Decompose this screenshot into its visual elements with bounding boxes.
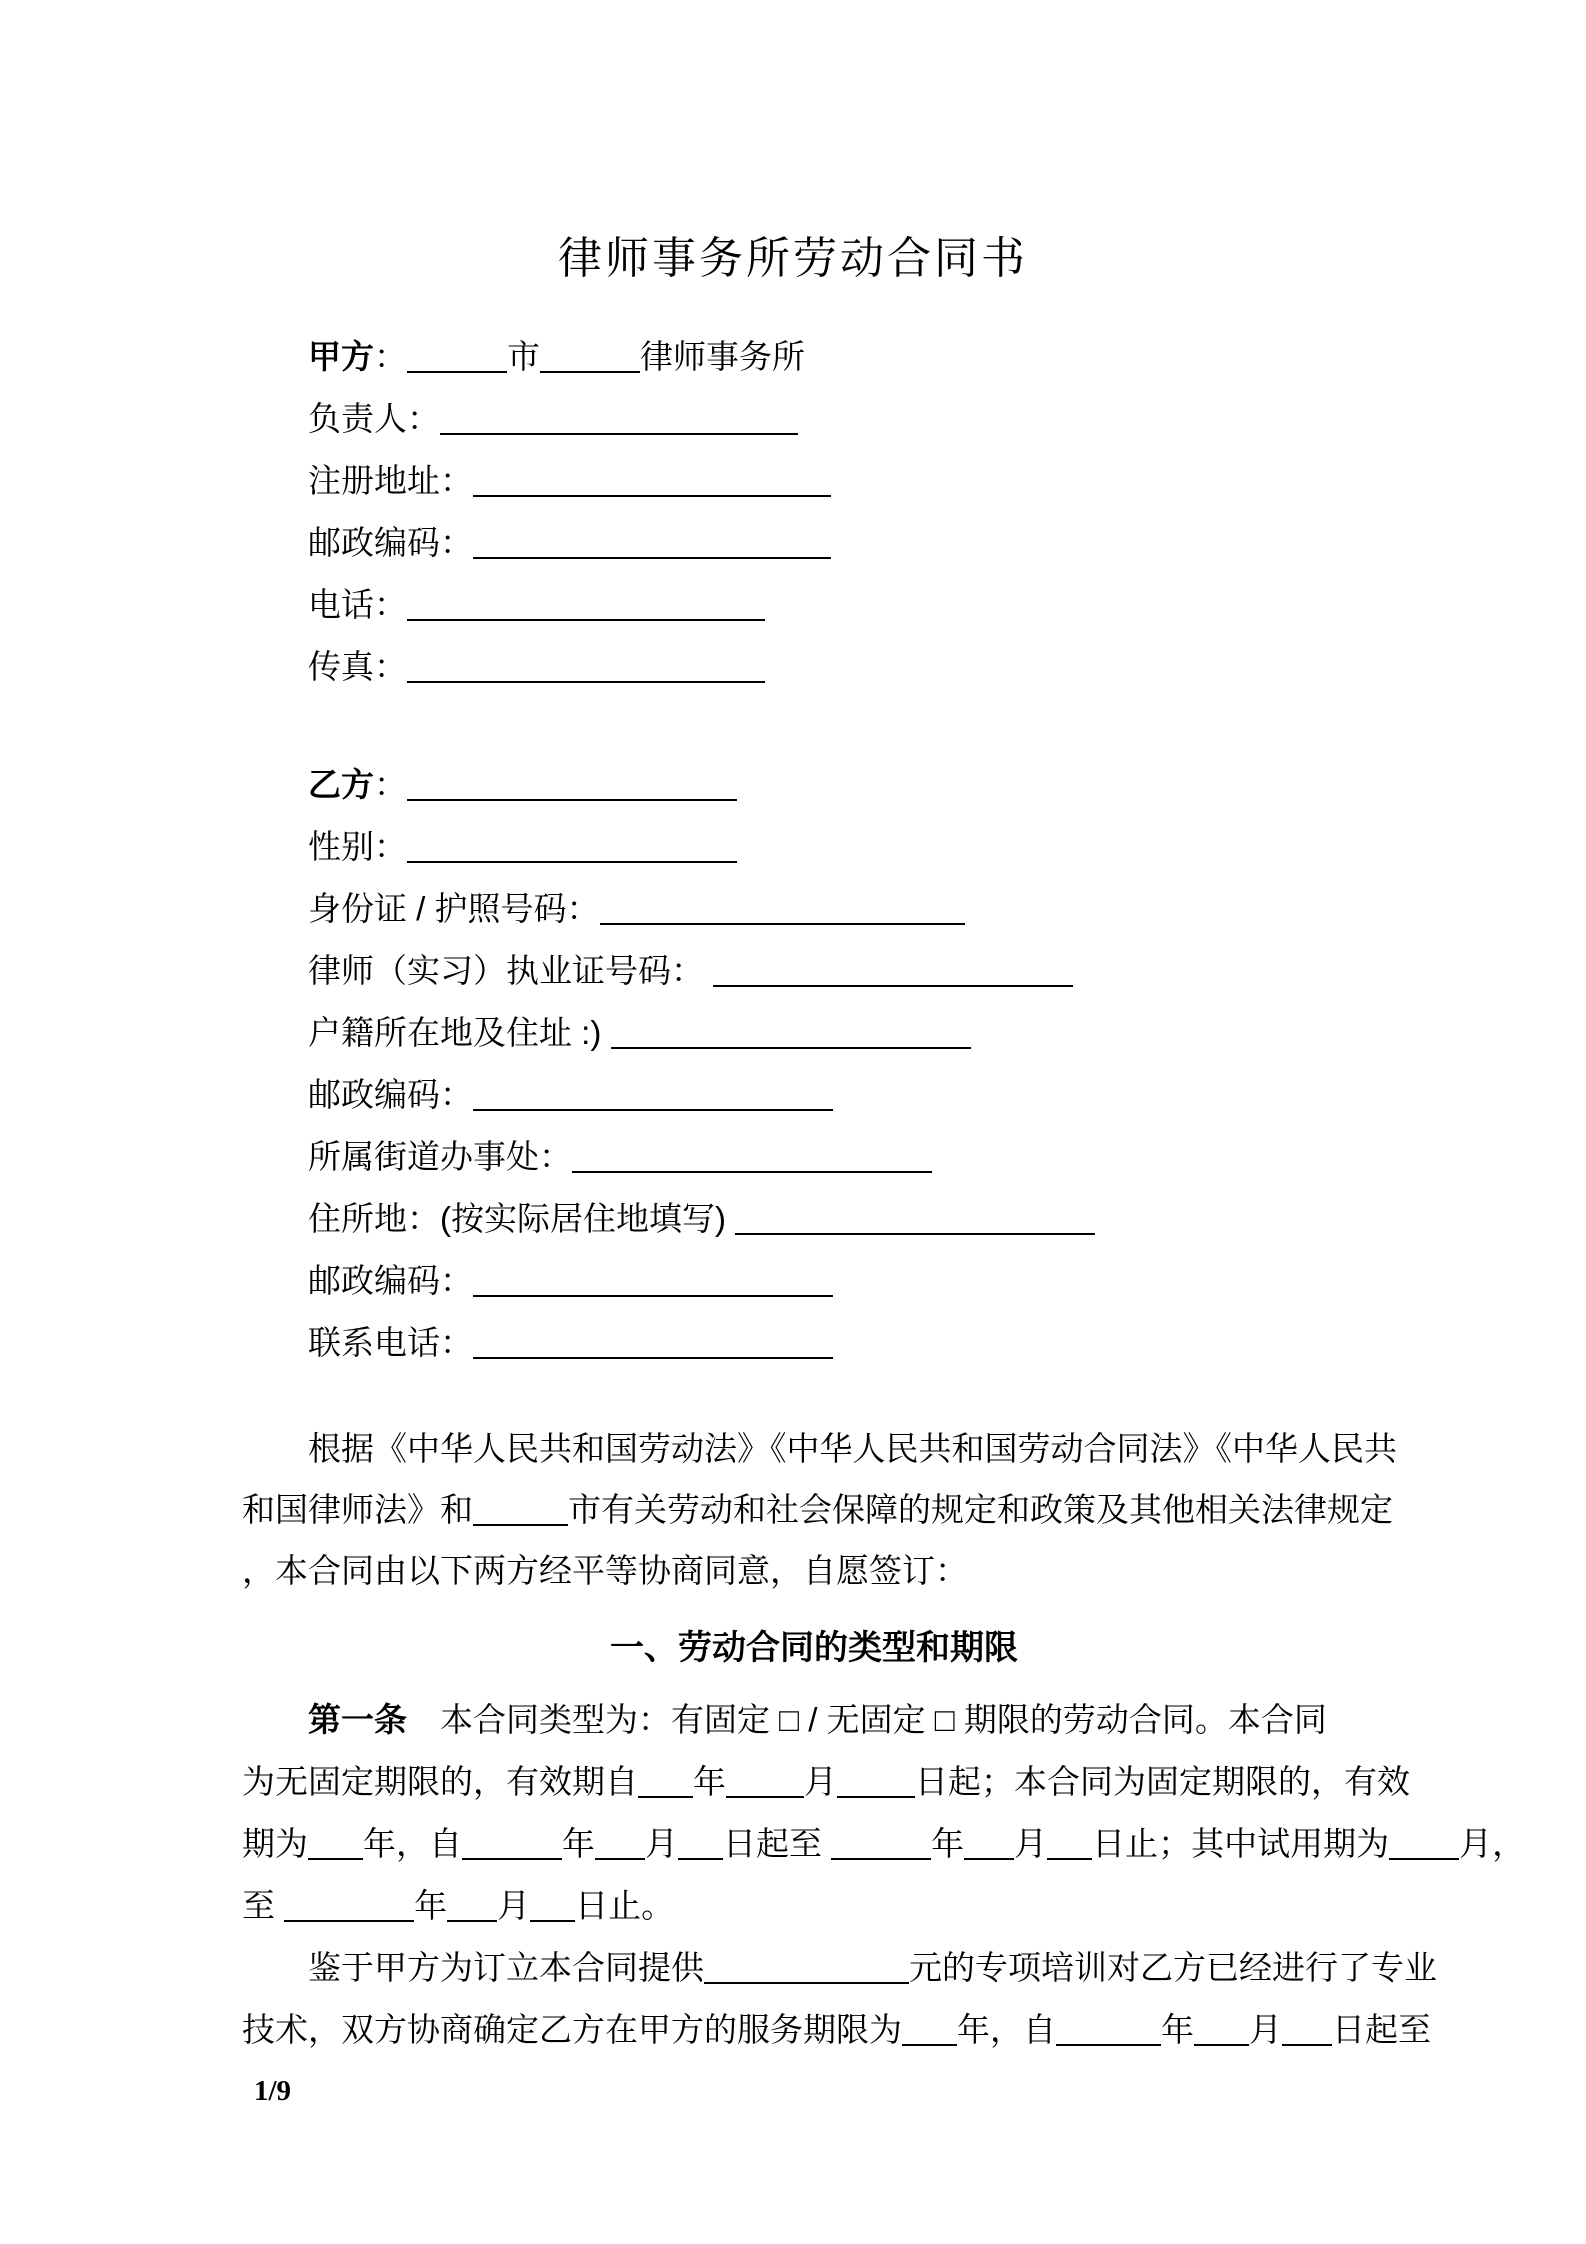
label-bold: 乙方 xyxy=(308,766,374,803)
text-run: 技术，双方协商确定乙方在甲方的服务期限为 xyxy=(242,2011,902,2048)
blank-field xyxy=(902,2034,957,2046)
blank-field xyxy=(735,1223,1095,1235)
text-run: 年 xyxy=(414,1887,448,1924)
text-run: 月 xyxy=(804,1763,837,1800)
blank-field xyxy=(572,1161,932,1173)
residence-line xyxy=(242,1188,1386,1250)
text-run: 本合同类型为：有固定 □ / 无固定 □ 期限的劳动合同。本合同 xyxy=(407,1701,1327,1738)
blank-field xyxy=(611,1037,971,1049)
blank-field xyxy=(407,789,737,801)
text-run: 年，自 xyxy=(957,2011,1056,2048)
clause-1-line xyxy=(242,1875,1386,1937)
responsible-person-line xyxy=(242,388,1386,450)
postal-code-line xyxy=(242,512,1386,574)
document-body xyxy=(0,326,1586,2109)
service-period-paragraph xyxy=(242,1937,1437,2061)
text-run: 市 xyxy=(507,338,540,375)
text-run: 年 xyxy=(562,1825,595,1862)
blank-field xyxy=(964,1848,1014,1860)
id-passport-line xyxy=(242,878,1386,940)
postal-code-line xyxy=(242,1064,1386,1126)
blank-field xyxy=(473,485,831,497)
text-run: ： xyxy=(374,766,407,803)
preamble-line xyxy=(242,1418,1397,1479)
blank-field xyxy=(407,361,507,373)
blank-field xyxy=(473,1285,833,1297)
blank-field xyxy=(473,1514,568,1526)
text-run: 至 xyxy=(242,1887,285,1924)
text-run: 年，自 xyxy=(363,1825,462,1862)
text-run: ，本合同由以下两方经平等协商同意，自愿签订： xyxy=(242,1552,968,1589)
text-run: 年 xyxy=(693,1763,726,1800)
text-run: 日起；本合同为固定期限的，有效 xyxy=(915,1763,1410,1800)
preamble-line xyxy=(242,1479,1393,1540)
blank-field xyxy=(1194,2034,1249,2046)
text-run: 户籍所在地及住址 :) xyxy=(308,1014,611,1051)
blank-field xyxy=(1056,2034,1161,2046)
blank-field xyxy=(473,547,831,559)
subdistrict-office-line xyxy=(242,1126,1386,1188)
text-run: 鉴于甲方为订立本合同提供 xyxy=(308,1949,704,1986)
party-a-section xyxy=(242,326,1386,698)
clause-one-paragraph xyxy=(242,1689,1526,1937)
text-run: 性别： xyxy=(308,828,407,865)
text-run: 日起至 xyxy=(723,1825,832,1862)
blank-field xyxy=(473,1099,833,1111)
gender-line xyxy=(242,816,1386,878)
text-run: 期为 xyxy=(242,1825,308,1862)
text-run: 月 xyxy=(497,1887,531,1924)
text-run: 邮政编码： xyxy=(308,1262,473,1299)
text-run: 律师事务所 xyxy=(640,338,805,375)
clause-1-line xyxy=(242,1689,1386,1751)
preamble-line xyxy=(242,1540,1386,1601)
blank-field xyxy=(308,1848,363,1860)
blank-field xyxy=(837,1786,915,1798)
lawyer-license-line xyxy=(242,940,1386,1002)
blank-field xyxy=(600,913,965,925)
clause-1-line xyxy=(242,1751,1410,1813)
fax-line xyxy=(242,636,1386,698)
label-bold: 甲方 xyxy=(308,338,374,375)
text-run: 和国律师法》和 xyxy=(242,1491,473,1528)
text-run: 联系电话： xyxy=(308,1324,473,1361)
label-bold: 第一条 xyxy=(308,1701,407,1738)
blank-field xyxy=(473,1347,833,1359)
service-period-line xyxy=(242,1937,1437,1999)
text-run: 根据《中华人民共和国劳动法》《中华人民共和国劳动合同法》《中华人民共 xyxy=(308,1430,1397,1467)
text-run: 注册地址： xyxy=(308,462,473,499)
blank-field xyxy=(1282,2034,1332,2046)
blank-field xyxy=(407,609,765,621)
document-title: 律师事务所劳动合同书 xyxy=(558,234,1028,283)
blank-field xyxy=(638,1786,693,1798)
phone-line xyxy=(242,574,1386,636)
registered-address-line xyxy=(242,450,1386,512)
blank-field xyxy=(540,361,640,373)
text-run: 电话： xyxy=(308,586,407,623)
text-run: 日止。 xyxy=(575,1887,675,1924)
text-run: 年 xyxy=(931,1825,965,1862)
text-run: 元的专项培训对乙方已经进行了专业 xyxy=(909,1949,1437,1986)
text-run: 律师（实习）执业证号码： xyxy=(308,952,714,989)
blank-field xyxy=(713,975,1073,987)
blank-field xyxy=(407,851,737,863)
text-run: 年 xyxy=(1161,2011,1194,2048)
party-b-section xyxy=(242,754,1386,1374)
blank-field xyxy=(1389,1848,1459,1860)
text-run: 月， xyxy=(1459,1825,1526,1862)
party-a-line xyxy=(242,326,1386,388)
text-run: 住所地：(按实际居住地填写) xyxy=(308,1200,736,1237)
text-run: 日起至 xyxy=(1332,2011,1431,2048)
blank-field xyxy=(462,1848,562,1860)
text-run: 月 xyxy=(1249,2011,1282,2048)
service-period-line xyxy=(242,1999,1431,2061)
contact-phone-line xyxy=(242,1312,1386,1374)
blank-field xyxy=(595,1848,645,1860)
text-run: 传真： xyxy=(308,648,407,685)
postal-code-line xyxy=(242,1250,1386,1312)
clause-1-line xyxy=(242,1813,1526,1875)
blank-field xyxy=(407,671,765,683)
text-run: ： xyxy=(374,338,407,375)
text-run: 月 xyxy=(1014,1825,1048,1862)
blank-field xyxy=(831,1848,931,1860)
preamble-paragraph xyxy=(242,1418,1397,1601)
blank-field xyxy=(440,423,798,435)
text-run: 负责人： xyxy=(308,400,440,437)
blank-field xyxy=(530,1910,575,1922)
blank-field xyxy=(1047,1848,1092,1860)
blank-field xyxy=(284,1910,414,1922)
text-run: 月 xyxy=(645,1825,678,1862)
registered-residence-line xyxy=(242,1002,1386,1064)
blank-field xyxy=(726,1786,804,1798)
party-b-line xyxy=(242,754,1386,816)
text-run: 身份证 / 护照号码： xyxy=(308,890,600,927)
section-one-heading: 一、劳动合同的类型和期限 xyxy=(610,1629,1018,1667)
text-run: 所属街道办事处： xyxy=(308,1138,572,1175)
blank-field xyxy=(678,1848,723,1860)
page-number: 1/9 xyxy=(254,2075,292,2107)
blank-field xyxy=(704,1972,909,1984)
text-run: 市有关劳动和社会保障的规定和政策及其他相关法律规定 xyxy=(568,1491,1393,1528)
text-run: 为无固定期限的，有效期自 xyxy=(242,1763,638,1800)
text-run: 日止；其中试用期为 xyxy=(1092,1825,1390,1862)
text-run: 邮政编码： xyxy=(308,524,473,561)
blank-field xyxy=(447,1910,497,1922)
text-run: 邮政编码： xyxy=(308,1076,473,1113)
